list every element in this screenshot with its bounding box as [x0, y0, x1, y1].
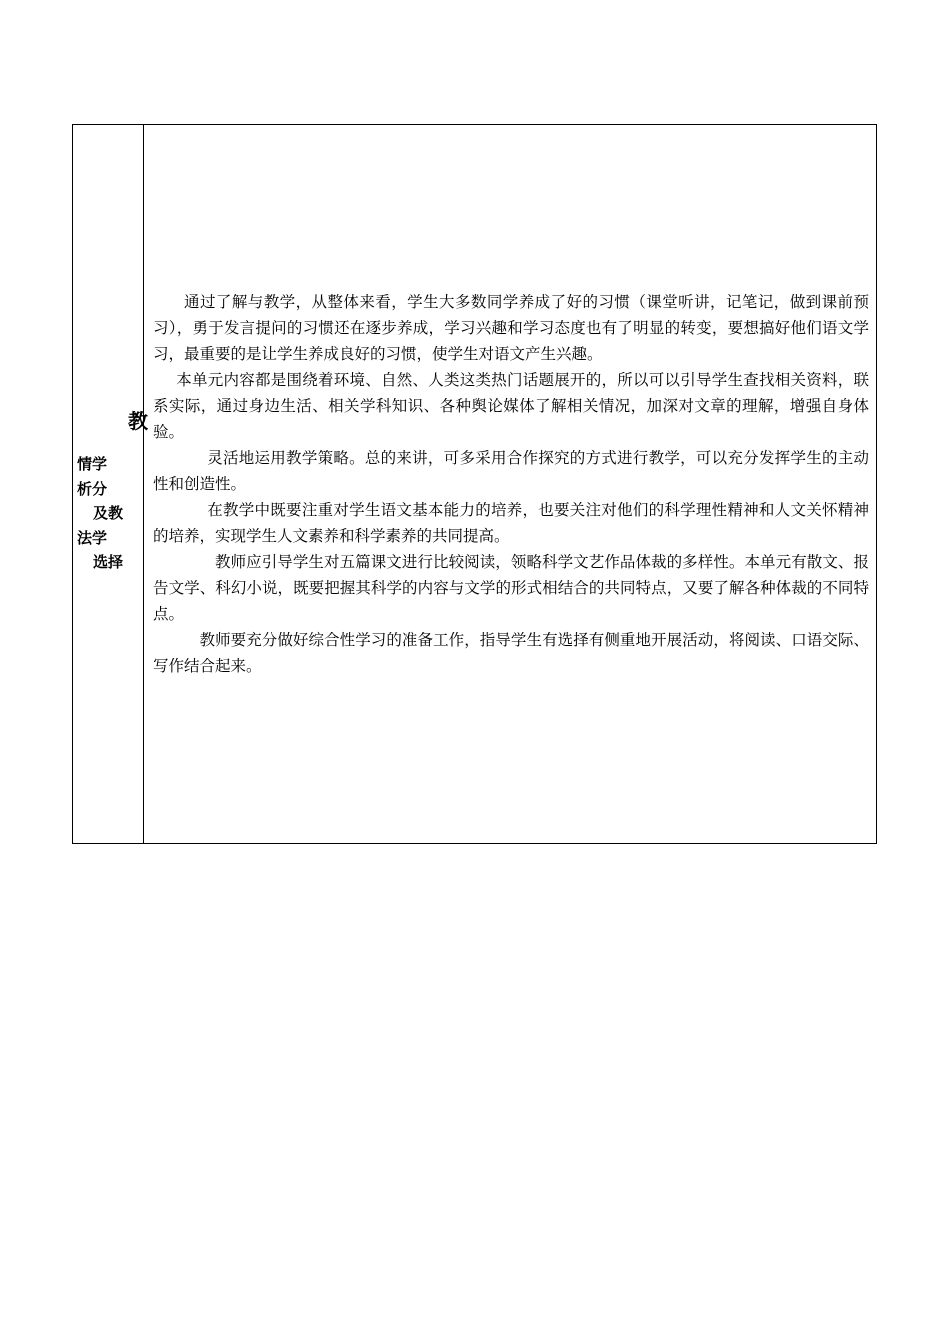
row-label-line-3: 及教 — [93, 504, 124, 522]
row-label-line-1: 情学 — [77, 455, 108, 473]
paragraph-comprehensive-learning: 教师要充分做好综合性学习的准备工作，指导学生有选择有侧重地开展活动，将阅读、口语交际、写作结合起来。 — [153, 631, 869, 675]
paragraph-abilities-cultivation: 在教学中既要注重对学生语文基本能力的培养，也要关注对他们的科学理性精神和人文关怀精神的培养，实现学生人文素养和科学素养的共同提高。 — [153, 501, 869, 545]
content-cell — [153, 289, 869, 679]
row-label-line-5: 选择 — [93, 553, 124, 571]
paragraph-unit-content: 本单元内容都是围绕着环境、自然、人类这类热门话题展开的，所以可以引导学生查找相关资料，联系实际，通过身边生活、相关学科知识、各种舆论媒体了解相关情况，加深对文章的理解，增强自身体验。 — [153, 371, 869, 441]
row-label-line-2: 析分 — [77, 480, 108, 498]
paragraph-comparative-reading: 教师应引导学生对五篇课文进行比较阅读，领略科学文艺作品体裁的多样性。本单元有散文、报告文学、科幻小说，既要把握其科学的内容与文学的形式相结合的共同特点，又要了解各种体裁的不同特点。 — [153, 553, 869, 623]
analysis-table — [72, 124, 877, 844]
row-label-cell — [73, 125, 148, 843]
paragraph-student-habits: 通过了解与教学，从整体来看，学生大多数同学养成了好的习惯（课堂听讲，记笔记，做到课前预习），勇于发言提问的习惯还在逐步养成，学习兴趣和学习态度也有了明显的转变，要想搞好他们语文学习，最重要的是让学生养成良好的习惯，使学生对语文产生兴趣。 — [153, 293, 869, 363]
row-label-line-4: 法学 — [77, 529, 108, 547]
row-label-big-char: 教 — [128, 409, 148, 433]
paragraph-teaching-strategy: 灵活地运用教学策略。总的来讲，可多采用合作探究的方式进行教学，可以充分发挥学生的主动性和创造性。 — [153, 449, 869, 493]
